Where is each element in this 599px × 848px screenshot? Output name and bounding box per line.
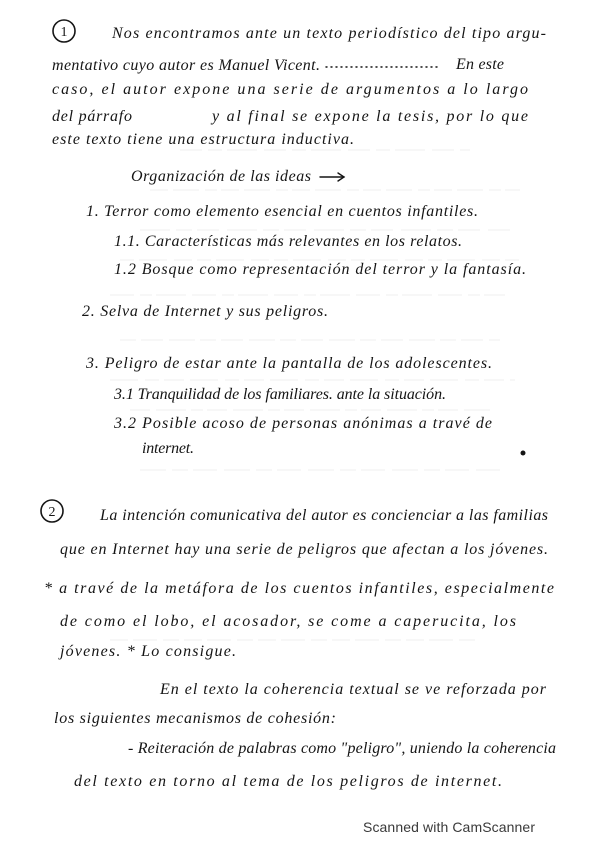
intro-line-3: caso, el autor expone una serie de argumentos a lo largo: [52, 81, 528, 98]
section-1-number: 1: [60, 25, 68, 40]
section-2-line: En el texto la coherencia textual se ve reforzada por: [160, 681, 546, 698]
intro-line-1: Nos encontramos ante un texto periodístico del tipo argu-: [112, 25, 546, 42]
outline-item: 1.1. Características más relevantes en los relatos.: [114, 233, 462, 250]
section-2-number: 2: [48, 505, 56, 520]
outline-item: 2. Selva de Internet y sus peligros.: [82, 303, 328, 320]
section-2-line: - Reiteración de palabras como "peligro", uniendo la coherencia: [128, 740, 556, 757]
ink-dot: [521, 451, 526, 456]
section-2-line: de como el lobo, el acosador, se come a caperucita, los: [60, 613, 517, 630]
intro-line-2-end: En este: [456, 56, 504, 73]
outline-item: 1. Terror como elemento esencial en cuentos infantiles.: [86, 203, 478, 220]
outline-item: 3. Peligro de estar ante la pantalla de los adolescentes.: [86, 355, 492, 372]
intro-line-4-end: y al final se expone la tesis, por lo que: [212, 108, 528, 125]
intro-line-4-start: del párrafo: [52, 108, 132, 125]
section-2-line: La intención comunicativa del autor es concienciar a las familias: [100, 507, 548, 524]
section-2-line: los siguientes mecanismos de cohesión:: [54, 710, 336, 727]
intro-line-5: este texto tiene una estructura inductiva.: [52, 131, 354, 148]
section-2-line: * a travé de la metáfora de los cuentos infantiles, especialmente: [44, 580, 554, 597]
section-2-line: del texto en torno al tema de los peligros de internet.: [74, 773, 503, 790]
outline-item: 3.1 Tranquilidad de los familiares. ante la situación.: [114, 386, 446, 403]
section-2-line: jóvenes. * Lo consigue.: [60, 643, 236, 660]
outline-item: 1.2 Bosque como representación del terror y la fantasía.: [114, 261, 526, 278]
scanner-watermark: Scanned with CamScanner: [363, 819, 535, 835]
outline-heading: Organización de las ideas: [131, 168, 311, 185]
outline-item: 3.2 Posible acoso de personas anónimas a travé de: [114, 415, 492, 432]
intro-line-2-start: mentativo cuyo autor es Manuel Vicent.: [52, 57, 320, 74]
section-2-line: que en Internet hay una serie de peligros que afectan a los jóvenes.: [60, 541, 548, 558]
outline-item-continuation: internet.: [142, 440, 194, 457]
